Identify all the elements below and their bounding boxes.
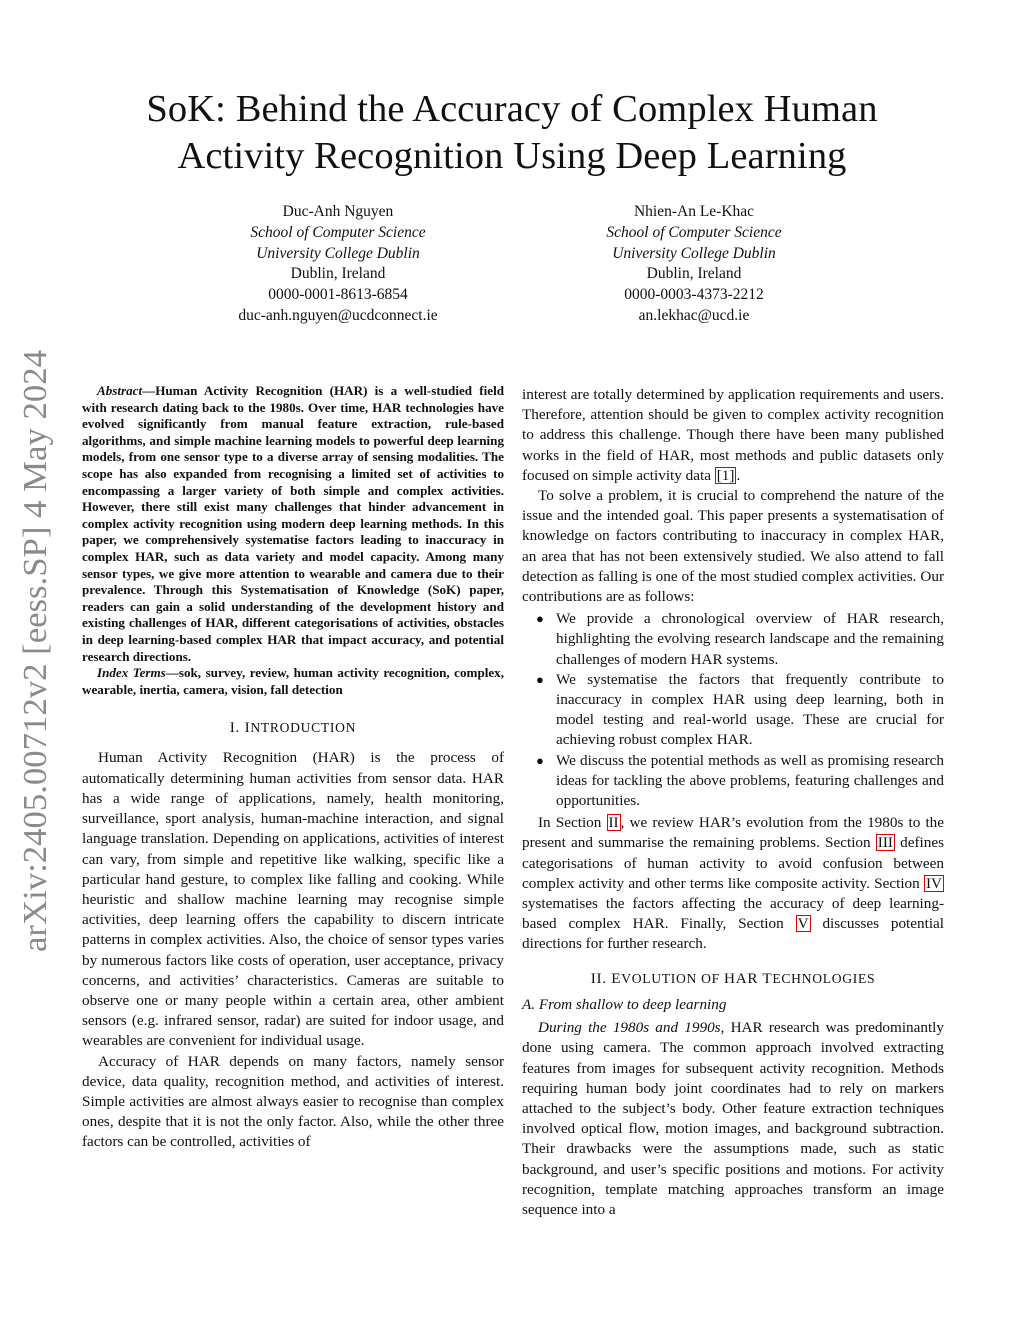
section-heading-introduction: I. INTRODUCTION	[229, 719, 357, 737]
arxiv-watermark	[2, 346, 60, 956]
author-orcid: 0000-0003-4373-2212	[624, 286, 764, 304]
evolution-paragraph-1: During the 1980s and 1990s, HAR research was predominantly done using camera. The common approach involved extracting features from images for subsequent activity recognition. Methods requiring human body joint coordinates had to rely on markers attached to the subject’s body. Other feature extraction techniques involved optical flow, motion images, and background subtraction. Their drawbacks were the assumptions made, such as static background, and user’s specific positions and motions. For activity recognition, template matching approaches transform an image sequence into a	[522, 1019, 944, 1218]
title-line-1: SoK: Behind the Accuracy of Complex Human	[146, 88, 878, 130]
author-block-1	[178, 202, 498, 327]
intro-paragraph-3: To solve a problem, it is crucial to comprehend the nature of the issue and the intended goal. This paper presents a systematisation of knowledge on factors contributing to inaccuracy in complex HAR, an area that has not been extensively studied. We also attend to fall detection as falling is one of the most studied complex activities. Our contributions are as follows:	[522, 487, 944, 606]
section-link-v[interactable]: V	[797, 915, 809, 933]
section-link-iii[interactable]: III	[877, 834, 893, 852]
bullet-icon: ●	[536, 671, 544, 687]
citation-link-1[interactable]: [1]	[716, 466, 735, 484]
bullet-icon: ●	[536, 611, 544, 627]
abstract	[82, 383, 504, 665]
abstract-text: —Human Activity Recognition (HAR) is a well-studied field with research dating back to the 1980s. Over time, HAR technologies have evolved significantly from manual feature extraction, rule-based algorithms, and simple machine learning models to powerful deep learning models, from one sensor type to a diverse array of sensing modalities. The scope has also expanded from recognising a limited set of activities to encompassing a larger variety of both simple and complex activities. However, there still exist many challenges that hinder advancement in complex activity recognition using modern deep learning methods. In this paper, we comprehensively systematise factors leading to inaccuracy in complex HAR, such as data variety and model capacity. Among many sensor types, we give more attention to wearable and camera due to their prevalence. Through this Systematisation of Knowledge (SoK) paper, readers can gain a solid understanding of the development history and existing challenges of HAR, different categorisations of activities, obstacles in deep learning-based complex HAR that impact accuracy, and potential research directions.	[82, 383, 504, 664]
author-orcid: 0000-0001-8613-6854	[268, 286, 408, 304]
arxiv-id-text: arXiv:2405.00712v2 [eess.SP] 4 May 2024	[17, 362, 54, 952]
index-terms	[82, 665, 504, 698]
index-terms-lead: Index Terms	[97, 665, 166, 681]
list-item: ● We systematise the factors that frequently contribute to inaccuracy in complex HAR using deep learning, both in model testing and real-world usage. These are crucial for achieving robust complex HAR.	[536, 670, 944, 749]
section-heading-evolution: II. EVOLUTION OF HAR TECHNOLOGIES	[590, 969, 876, 987]
author-dept: School of Computer Science	[606, 223, 782, 241]
intro-paragraph-4: In Section II , we review HAR’s evolution from the 1980s to the present and summarise the remaining problems. Section III defines categorisations of human activity to avoid confusion between complex activity and other terms like composite activity. Section IV systematises the factors affecting the accuracy of deep learning-based complex HAR. Finally, Section V discusses potential directions for further research.	[522, 814, 945, 953]
index-terms-text: —sok, survey, review, human activity recognition, complex, wearable, inertia, camera, vision, fall detection	[82, 665, 504, 697]
intro-paragraph-1: Human Activity Recognition (HAR) is the process of automatically determining human activities from sensor data. HAR has a wide range of applications, namely, health monitoring, surveillance, sport analysis, human-machine interaction, and signal language translation. Depending on applications, activities of interest can vary, from simple and repetitive like walking, specific like a particular hand gesture, to complex like falling and cooking. While heuristic and shallow machine learning may recognise simple activities, deep learning offers the capability to discern intricate patterns in complex activities. Also, the choice of sensor types varies by numerous factors like costs of operation, user acceptance, privacy concerns, and activities’ characteristics. Cameras are suitable to observe one or many people within a certain area, other ambient sensors (e.g. infrared sensor, radar) are suited for indoor usage, and wearables are convenient for individual usage.	[82, 749, 504, 1050]
intro-paragraph-2: Accuracy of HAR depends on many factors, namely sensor device, data quality, recognition method, and activities of interest. Simple activities are almost always easier to recognise than complex ones, despite that it is not the only factor. Also, while the other three factors can be controlled, activities of	[82, 1052, 504, 1151]
left-column	[82, 383, 504, 1153]
abstract-lead: Abstract	[97, 383, 143, 398]
author-block-2	[534, 202, 854, 327]
author-email: an.lekhac@ucd.ie	[638, 306, 750, 324]
author-city: Dublin, Ireland	[290, 265, 386, 283]
title-line-2: Activity Recognition Using Deep Learning	[177, 135, 847, 177]
author-email: duc-anh.nguyen@ucdconnect.ie	[238, 306, 438, 324]
list-item: ● We discuss the potential methods as well as promising research ideas for tackling the above problems, featuring challenges and opportunities.	[536, 751, 944, 810]
bullet-icon: ●	[536, 752, 544, 768]
paper-title	[80, 86, 944, 180]
section-link-ii[interactable]: II	[608, 814, 619, 832]
author-dept: School of Computer Science	[250, 223, 426, 241]
author-name: Duc-Anh Nguyen	[282, 203, 394, 220]
contributions-list	[522, 609, 944, 811]
author-name: Nhien-An Le-Khac	[633, 203, 755, 220]
author-univ: University College Dublin	[256, 244, 420, 262]
intro-paragraph-2-continued: interest are totally determined by application requirements and users. Therefore, attention should be given to complex activity recognition to address this challenge. Though there have been many published works in the field of HAR, most methods and public datasets only focused on simple activity data [1] .	[522, 386, 944, 484]
subsection-heading: A. From shallow to deep learning	[522, 995, 727, 1013]
author-city: Dublin, Ireland	[646, 265, 742, 283]
section-link-iv[interactable]: IV	[925, 874, 942, 892]
author-univ: University College Dublin	[612, 244, 776, 262]
right-column	[522, 385, 944, 1220]
list-item: ● We provide a chronological overview of HAR research, highlighting the evolving research landscape and the remaining challenges of modern HAR systems.	[536, 610, 944, 668]
